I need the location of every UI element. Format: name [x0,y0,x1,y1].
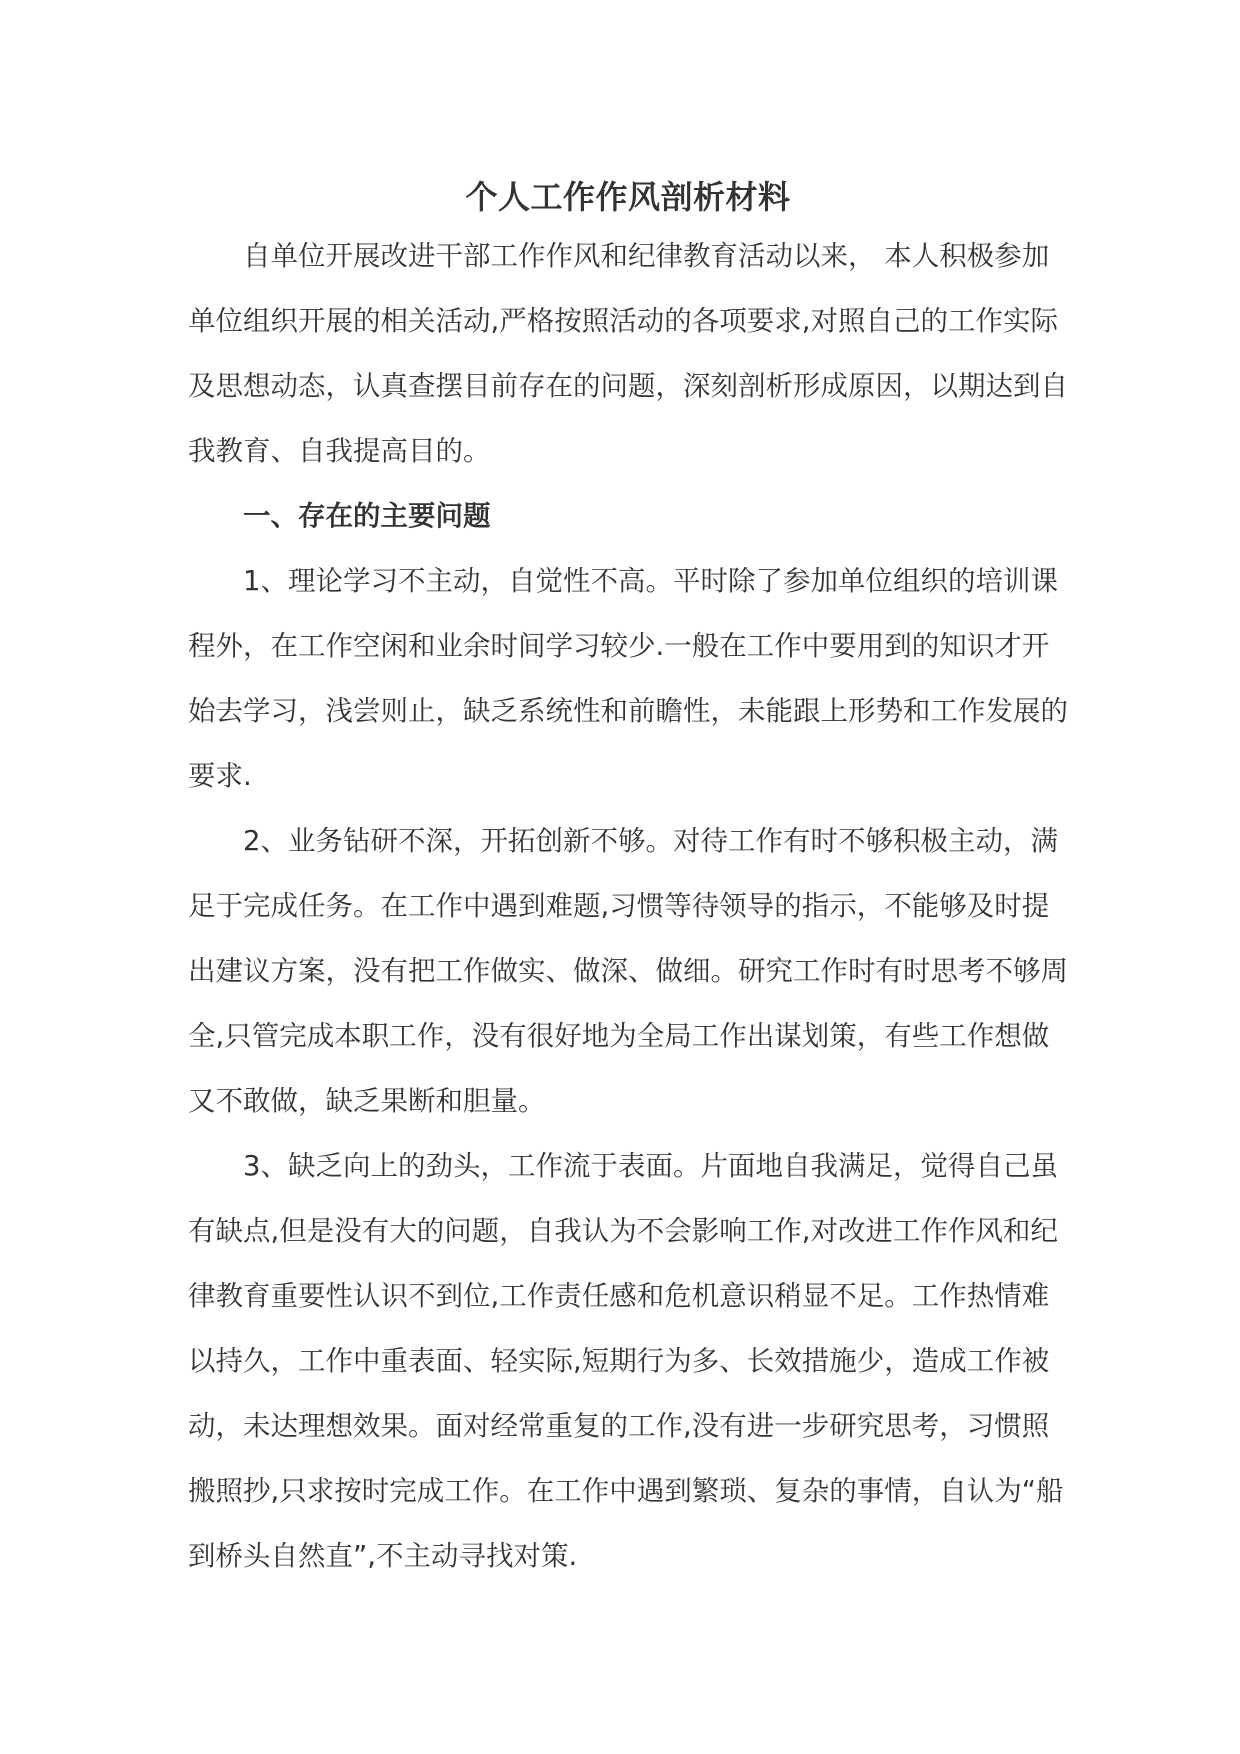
problem-item-1-text: 1、理论学习不主动，自觉性不高。平时除了参加单位组织的培训课程外，在工作空闲和业余时间学习较少.一般在工作中要用到的知识才开始去学习，浅尝则止，缺乏系统性和前瞻性，未能跟上形势和工作发展的要求. [188,565,1068,792]
document-title: 个人工作作风剖析材料 [465,178,791,216]
problem-item-2 [188,809,1068,1134]
intro-text: 自单位开展改进干部工作作风和纪律教育活动以来， 本人积极参加单位组织开展的相关活动,严格按照活动的各项要求,对照自己的工作实际及思想动态，认真查摆目前存在的问题，深刻剖析形成原因，以期达到自我教育、自我提高目的。 [188,240,1068,467]
problem-item-1 [188,549,1068,809]
problem-item-3 [188,1134,1068,1589]
intro-paragraph [188,224,1068,484]
section-heading [188,484,1068,549]
problem-item-2-text: 2、业务钻研不深，开拓创新不够。对待工作有时不够积极主动，满足于完成任务。在工作中遇到难题,习惯等待领导的指示，不能够及时提出建议方案，没有把工作做实、做深、做细。研究工作时有时思考不够周全,只管完成本职工作，没有很好地为全局工作出谋划策，有些工作想做又不敢做，缺乏果断和胆量。 [188,825,1068,1117]
document-body [188,170,1068,1589]
problem-item-3-text: 3、缺乏向上的劲头，工作流于表面。片面地自我满足，觉得自己虽有缺点,但是没有大的问题，自我认为不会影响工作,对改进工作作风和纪律教育重要性认识不到位,工作责任感和危机意识稍显不足。工作热情难以持久，工作中重表面、轻实际,短期行为多、长效措施少，造成工作被动，未达理想效果。面对经常重复的工作,没有进一步研究思考，习惯照搬照抄,只求按时完成工作。在工作中遇到繁琐、复杂的事情，自认为“船到桥头自然直”,不主动寻找对策. [188,1150,1064,1572]
section-heading-text: 一、存在的主要问题 [243,500,491,532]
